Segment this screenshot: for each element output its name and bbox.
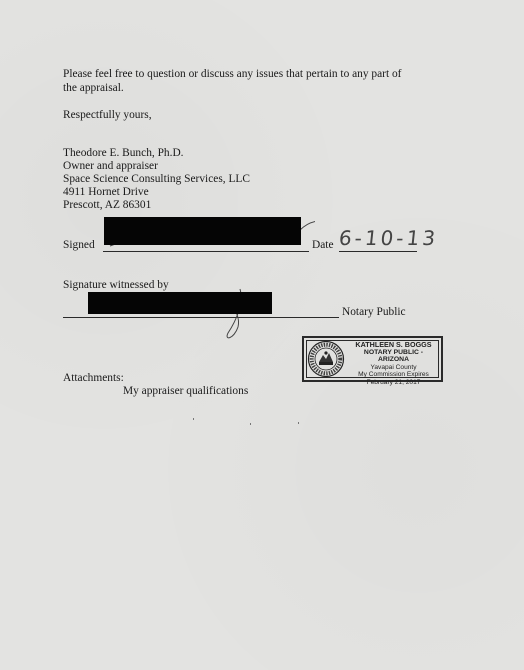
attachment-item: My appraiser qualifications [123,385,249,397]
notary-county: Yavapai County [370,363,417,371]
notary-name: KATHLEEN S. BOGGS [355,340,432,349]
scan-speck [250,423,251,425]
arizona-state-seal-icon [307,340,345,378]
redacted-witness-signature [88,292,272,314]
notary-expires-label: My Commission Expires [358,371,429,379]
scan-speck [193,418,194,420]
salutation: Respectfully yours, [63,109,152,121]
signer-street: 4911 Hornet Drive [63,186,149,198]
closing-paragraph-line-2: the appraisal. [63,82,124,94]
date-label: Date [312,239,334,251]
signer-name: Theodore E. Bunch, Ph.D. [63,147,184,159]
signer-title: Owner and appraiser [63,160,158,172]
attachments-label: Attachments: [63,372,124,384]
notary-stamp [302,336,443,386]
date-line [339,251,417,252]
notary-commission: NOTARY PUBLIC - ARIZONA [363,348,424,364]
signer-company: Space Science Consulting Services, LLC [63,173,250,185]
signer-city: Prescott, AZ 86301 [63,199,152,211]
redacted-signature [104,217,301,245]
notary-public-label: Notary Public [342,306,406,318]
notary-expires-date: February 21, 2017 [366,378,421,386]
scan-speck [298,422,299,424]
handwritten-date: 6-10-13 [337,226,440,250]
witness-label: Signature witnessed by [63,279,169,291]
closing-paragraph-line-1: Please feel free to question or discuss any issues that pertain to any part of [63,68,402,80]
signed-label: Signed [63,239,95,251]
notary-stamp-text [348,341,439,387]
